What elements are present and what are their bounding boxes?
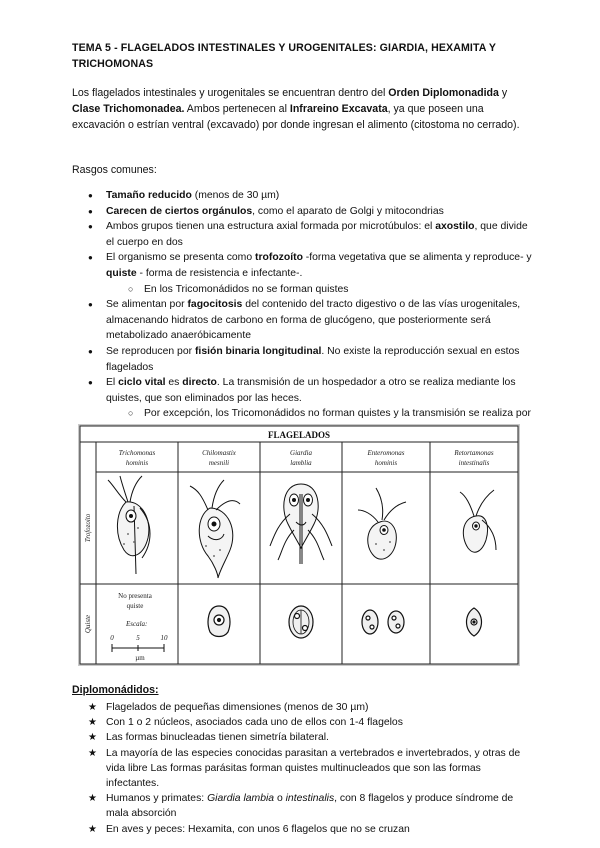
feature-text: . La transmisión de un hospedador a otro se realiza mediante los quistes, que son eliminados por las heces. (106, 377, 516, 404)
species-name: Enteromonas (367, 449, 405, 457)
intro-paragraph (72, 85, 532, 133)
chilomastix-cyst-drawing (208, 606, 230, 637)
intro-text: Los flagelados intestinales y urogenitales se encuentran dentro del (72, 87, 389, 99)
item-text: , con 8 flagelos y produce síndrome de mala absorción (106, 793, 514, 820)
rasgos-label: Rasgos comunes: (72, 164, 157, 176)
diplomonadidos-heading: Diplomonádidos: (72, 684, 159, 696)
species-name: intestinalis (458, 459, 490, 467)
list-item: ★ La mayoría de las especies conocidas parasitan a vertebrados e invertebrados, y otras de vida libre Las formas parásitas forman quistes multinucleados que son las formas infectantes. (72, 746, 532, 792)
list-item (72, 204, 532, 220)
intro-bold-clase: Clase Trichomonadea. (72, 103, 185, 115)
item-text: Humanos y primates: (106, 793, 208, 805)
feature-text: Se alimentan por (106, 299, 188, 311)
feature-text: , como el aparato de Golgi y mitocondrias (252, 205, 444, 217)
feature-bold: Carecen de ciertos orgánulos (106, 205, 253, 217)
feature-bold: axostilo (435, 221, 475, 233)
feature-bold: trofozoíto (255, 252, 303, 264)
scale-tick: 0 (110, 634, 114, 642)
species-name: lamblia (290, 459, 312, 467)
item-text: o (274, 793, 286, 805)
scale-tick: 10 (160, 634, 168, 642)
list-item: ★ Las formas binucleadas tienen simetría bilateral. (72, 730, 532, 745)
diplomonadidos-list (72, 700, 532, 837)
giardia-cyst-drawing (289, 606, 313, 638)
species-name: Trichomonas (118, 449, 156, 457)
list-item (72, 297, 532, 344)
feature-text: del contenido del tracto digestivo o de las vías urogenitales, almacenando hidratos de carbono en forma de glucógeno, que posteriormente será metabolizado anaeróbicamente (106, 299, 521, 342)
sub-list-item: ○ En los Tricomonádidos no se forman quistes (106, 282, 532, 298)
feature-bold: fisión binaria longitudinal (194, 345, 322, 357)
list-item (72, 791, 532, 821)
feature-text: Se reproducen por (106, 345, 195, 357)
species-name: hominis (125, 459, 149, 467)
feature-text: , que divide el cuerpo en dos (106, 221, 528, 248)
feature-text: . No existe la reproducción sexual en estos flagelados (106, 345, 520, 373)
feature-text: (menos de 30 µm) (191, 190, 280, 201)
scale-tick: 5 (136, 634, 140, 642)
list-item: ★ Flagelados de pequeñas dimensiones (menos de 30 µm) (72, 700, 532, 715)
feature-text: -forma vegetativa que se alimenta y reproduce- y (302, 252, 532, 264)
intro-text: , ya que poseen una excavación o estrían ventral (excavado) por donde ingresan el alimento (citostoma no cerrado). (72, 103, 520, 131)
list-item (72, 188, 532, 204)
list-item: ★ Con 1 o 2 núcleos, asociados cada uno de ellos con 1-4 flagelos (72, 715, 532, 730)
intro-bold-orden: Orden Diplomonadida (388, 87, 499, 99)
no-cyst-text: quiste (126, 602, 144, 610)
intro-text: Ambos pertenecen al (184, 103, 290, 115)
feature-text: Ambos grupos tienen una estructura axial formada por microtúbulos: el (106, 221, 436, 233)
list-item: ★ En aves y peces: Hexamita, con unos 6 flagelos que no se cruzan (72, 822, 532, 837)
page-title: TEMA 5 - FLAGELADOS INTESTINALES Y UROGENITALES: GIARDIA, HEXAMITA Y TRICHOMONAS (72, 42, 496, 70)
list-item (72, 250, 532, 297)
figure-header: FLAGELADOS (267, 430, 331, 440)
intro-text: y (498, 87, 508, 99)
scale-unit: µm (135, 654, 145, 662)
sub-list-item: ○ Por excepción, los Tricomonádidos no forman quistes y la transmisión se realiza por (106, 406, 532, 437)
feature-text: - forma de resistencia e infectante-. (136, 267, 303, 279)
intro-bold-infrareino: Infrareino Excavata (289, 103, 388, 115)
species-name: hominis (374, 459, 398, 467)
feature-text: El (106, 377, 119, 389)
species-name: mesnili (208, 459, 230, 467)
feature-bold: ciclo vital (118, 377, 166, 389)
item-italic: intestinalis (285, 793, 335, 805)
feature-text: El organismo se presenta como (106, 252, 256, 264)
item-italic: Giardia lambia (207, 793, 275, 805)
row-label-trofozoito: Trofozoíto (84, 513, 92, 543)
row-label-quiste: Quiste (84, 614, 92, 634)
list-item (72, 219, 532, 250)
list-item (72, 344, 532, 375)
flagelados-figure (78, 424, 520, 666)
scale-label: Escala: (126, 620, 148, 628)
flagelados-figure-svg (78, 424, 520, 666)
species-name: Chilomastix (202, 449, 236, 457)
feature-bold: quiste (106, 267, 137, 279)
features-list (72, 188, 532, 438)
species-name: Retortamonas (454, 449, 494, 457)
retortamonas-cyst-drawing (467, 608, 482, 636)
sub-list (106, 282, 532, 298)
feature-bold: directo (182, 377, 217, 389)
feature-bold: Tamaño reducido (106, 190, 192, 201)
feature-text: es (165, 377, 183, 389)
no-cyst-text: No presenta (118, 592, 152, 600)
species-name: Giardia (290, 449, 312, 457)
feature-bold: fagocitosis (187, 299, 243, 311)
